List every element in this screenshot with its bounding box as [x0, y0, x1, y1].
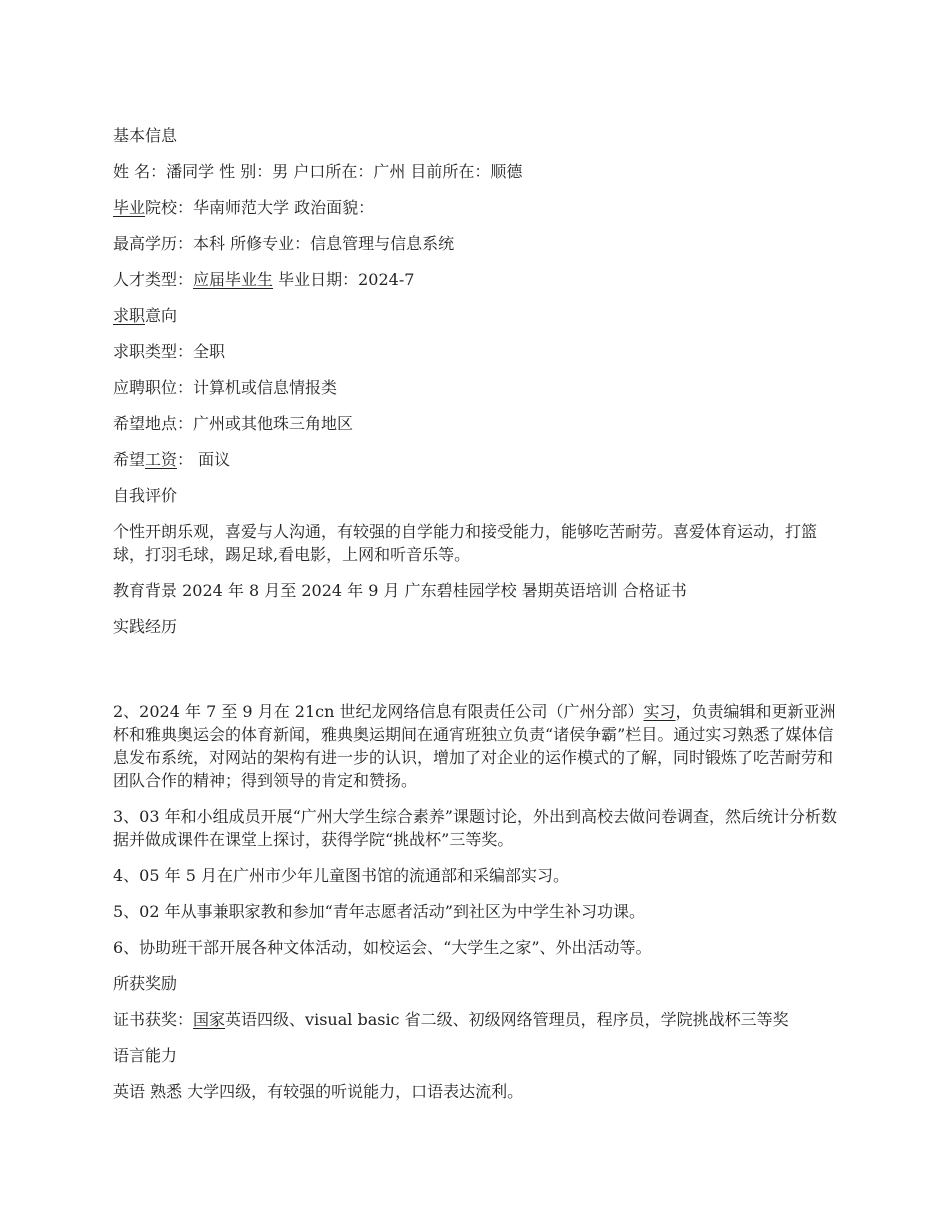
talent-type-label: 人才类型： — [113, 270, 194, 289]
blank-gap — [113, 651, 843, 700]
awards-heading: 所获奖励 — [113, 974, 178, 993]
basic-info-heading: 基本信息 — [113, 126, 178, 145]
practice-heading: 实践经历 — [113, 617, 178, 636]
practice-item-5: 5、02 年从事兼职家教和参加“青年志愿者活动”到社区为中学生补习功课。 — [113, 902, 645, 921]
job-intent-underlined: 求职 — [113, 306, 146, 325]
basic-info-line-2-rest: 院校：华南师范大学 政治面貌： — [145, 198, 375, 217]
self-eval-text: 个性开朗乐观，喜爱与人沟通，有较强的自学能力和接受能力，能够吃苦耐劳。喜爱体育运动，打篮球，打羽毛球，踢足球,看电影，上网和听音乐等。 — [113, 522, 818, 564]
salary-value: ： 面议 — [177, 450, 231, 469]
practice-item-4: 4、05 年 5 月在广州市少年儿童图书馆的流通部和采编部实习。 — [113, 866, 569, 885]
job-intent-heading-rest: 意向 — [145, 306, 178, 325]
salary-line — [113, 448, 843, 471]
education-line: 教育背景 2024 年 8 月至 2024 年 9 月 广东碧桂园学校 暑期英语培训 合格证书 — [113, 581, 687, 600]
awards-rest: 英语四级、visual basic 省二级、初级网络管理员，程序员，学院挑战杯三等奖 — [225, 1010, 789, 1029]
job-type-line: 求职类型：全职 — [113, 342, 226, 361]
graduation-date: 毕业日期：2024-7 — [273, 270, 415, 289]
language-heading: 语言能力 — [113, 1046, 178, 1065]
fresh-graduate-underlined: 应届毕业生 — [193, 270, 274, 289]
graduation-underlined: 毕业 — [113, 198, 146, 217]
basic-info-line-2 — [113, 196, 843, 219]
job-position-line: 应聘职位：计算机或信息情报类 — [113, 378, 338, 397]
internship-underlined: 实习 — [643, 702, 676, 721]
job-intent-heading — [113, 304, 843, 327]
self-eval-heading: 自我评价 — [113, 486, 178, 505]
awards-line — [113, 1008, 843, 1031]
salary-underlined: 工资 — [145, 450, 178, 469]
job-location-line: 希望地点：广州或其他珠三角地区 — [113, 414, 354, 433]
practice-item-3: 3、03 年和小组成员开展“广州大学生综合素养”课题讨论，外出到高校去做问卷调查，然后统计分析数据并做成课件在课堂上探讨，获得学院“挑战杯”三等奖。 — [113, 807, 837, 849]
language-line: 英语 熟悉 大学四级，有较强的听说能力，口语表达流利。 — [113, 1082, 524, 1101]
salary-label-pre: 希望 — [113, 450, 146, 469]
practice-item-2-rest: ，负责编辑和更新亚洲杯和雅典奥运会的体育新闻，雅典奥运期间在通宵班独立负责“诸侯争霸”栏目。通过实习熟悉了媒体信息发布系统，对网站的架构有进一步的认识，增加了对企业的运作模式的了解，同时锻炼了吃苦耐劳和团队合作的精神；得到领导的肯定和赞扬。 — [113, 702, 836, 790]
practice-item-2-pre: 2、2024 年 7 至 9 月在 21cn 世纪龙网络信息有限责任公司（广州分部） — [113, 702, 644, 721]
practice-item-2 — [113, 700, 843, 792]
resume-document — [113, 124, 843, 1116]
awards-label: 证书获奖： — [113, 1010, 194, 1029]
practice-item-6: 6、协助班干部开展各种文体活动，如校运会、“大学生之家”、外出活动等。 — [113, 938, 652, 957]
basic-info-line-4 — [113, 268, 843, 291]
basic-info-line-3: 最高学历：本科 所修专业：信息管理与信息系统 — [113, 234, 455, 253]
basic-info-line-1: 姓 名：潘同学 性 别：男 户口所在：广州 目前所在：顺德 — [113, 162, 523, 181]
national-underlined: 国家 — [193, 1010, 226, 1029]
